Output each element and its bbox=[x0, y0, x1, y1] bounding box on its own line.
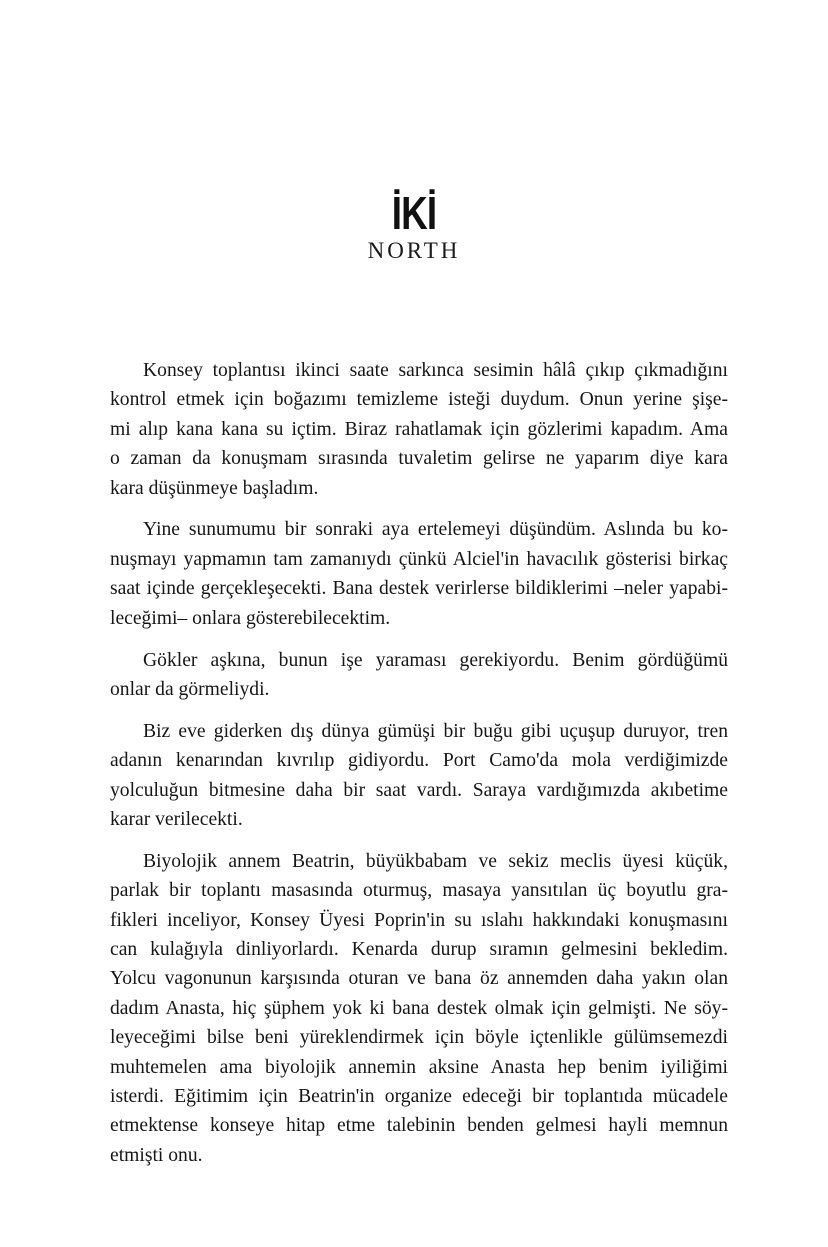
chapter-title: NORTH bbox=[367, 238, 461, 263]
text-line: adanın kenarından kıvrılıp gidiyordu. Port Camo'da mola verdiğimizde bbox=[110, 750, 728, 772]
text-line: etmişti onu. bbox=[110, 1144, 203, 1166]
text-line: Yolcu vagonunun karşısında oturan ve bana öz annemden daha yakın olan bbox=[110, 968, 728, 990]
text-line: etmektense konseye hitap etme talebinin benden gelmesi hayli memnun bbox=[110, 1115, 728, 1137]
chapter-number: İKİ bbox=[391, 187, 437, 239]
text-line: onlar da görmeliydi. bbox=[110, 678, 270, 700]
text-line: leyeceğimi bilse beni yüreklendirmek için böyle içtenlikle gülümsemezdi bbox=[110, 1027, 728, 1049]
text-line: can kulağıyla dinliyorlardı. Kenarda durup sıramın gelmesini bekledim. bbox=[110, 939, 728, 961]
text-line: nuşmayı yapmamın tam zamanıydı çünkü Alciel'in havacılık gösterisi birkaç bbox=[110, 548, 728, 570]
text-line: saat içinde gerçekleşecekti. Bana destek verirlerse bildiklerimi –neler yapabi- bbox=[110, 578, 728, 600]
paragraph bbox=[110, 515, 728, 633]
text-line: muhtemelen ama biyolojik annemin aksine Anasta hep benim iyiliğimi bbox=[110, 1056, 728, 1078]
text-line: Konsey toplantısı ikinci saate sarkınca sesimin hâlâ çıkıp çıkmadığını bbox=[143, 360, 728, 381]
text-line: mi alıp kana kana su içtim. Biraz rahatlamak için gözlerimi kapadım. Ama bbox=[110, 418, 728, 440]
text-line: isterdi. Eğitimim için Beatrin'in organize edeceği bir toplantıda mücadele bbox=[110, 1085, 728, 1107]
text-line: kontrol etmek için boğazımı temizleme isteği duydum. Onun yerine şişe- bbox=[110, 389, 728, 411]
paragraph bbox=[110, 646, 728, 705]
text-line: parlak bir toplantı masasında oturmuş, masaya yansıtılan üç boyutlu gra- bbox=[110, 880, 728, 902]
paragraph bbox=[110, 356, 728, 503]
paragraph bbox=[110, 847, 728, 1170]
paragraph bbox=[110, 717, 728, 835]
text-line: fikleri inceliyor, Konsey Üyesi Poprin'in su ıslahı hakkındaki konuşmasını bbox=[110, 909, 728, 931]
text-line: Biyolojik annem Beatrin, büyükbabam ve sekiz meclis üyesi küçük, bbox=[143, 850, 728, 872]
text-line: dadım Anasta, hiç şüphem yok ki bana destek olmak için gelmişti. Ne söy- bbox=[110, 997, 728, 1019]
text-line: o zaman da konuşmam sırasında tuvaletim gelirse ne yaparım diye kara bbox=[110, 448, 728, 470]
text-line: Gökler aşkına, bunun işe yaraması gerekiyordu. Benim gördüğümü bbox=[143, 649, 728, 671]
text-line: yolculuğun bitmesine daha bir saat vardı. Saraya vardığımızda akıbetime bbox=[110, 779, 728, 801]
text-line: kara düşünmeye başladım. bbox=[110, 477, 319, 499]
text-line: leceğimi– onlara gösterebilecektim. bbox=[110, 607, 391, 629]
text-line: karar verilecekti. bbox=[110, 808, 243, 830]
text-line: Yine sunumumu bir sonraki aya ertelemeyi düşündüm. Aslında bu ko- bbox=[143, 519, 728, 541]
body-text bbox=[110, 356, 728, 1183]
text-line: Biz eve giderken dış dünya gümüşi bir buğu gibi uçuşup duruyor, tren bbox=[143, 720, 728, 742]
